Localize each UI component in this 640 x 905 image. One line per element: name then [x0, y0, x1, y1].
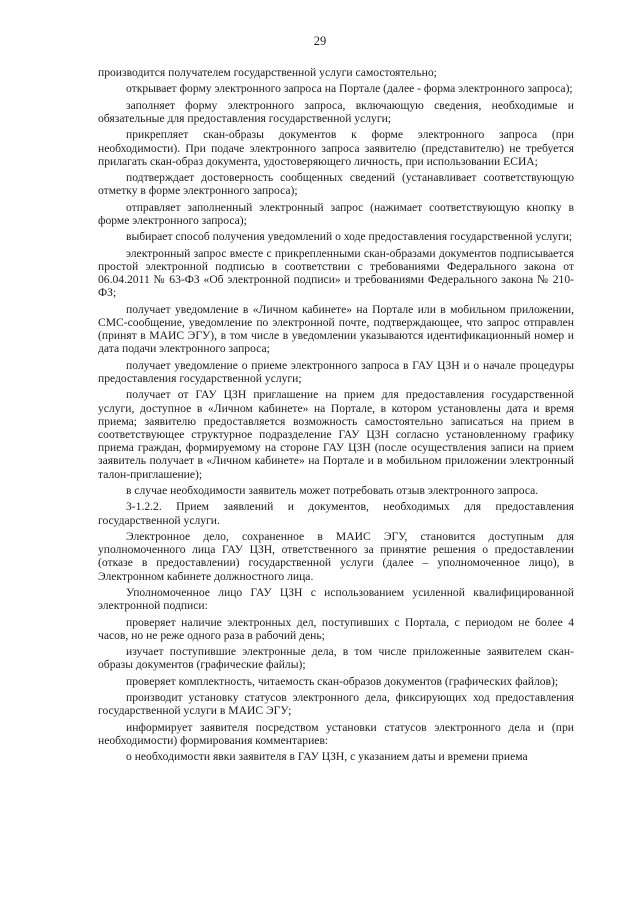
paragraph-4: прикрепляет скан-образы документов к форме электронного запроса (при необходимости). При подаче электронного запроса заявителю (представителю) не требуется прилагать скан-образ документа, удостоверяющего личность, при использовании ЕСИА; — [98, 128, 574, 168]
paragraph-18: проверяет комплектность, читаемость скан-образов документов (графических файлов); — [126, 674, 559, 688]
paragraph-15: Уполномоченное лицо ГАУ ЦЗН с использованием усиленной квалифицированной электронной подписи: — [98, 585, 574, 613]
paragraph-21: о необходимости явки заявителя в ГАУ ЦЗН, с указанием даты и времени приема — [126, 750, 528, 764]
section-heading-3-1-2-2: 3-1.2.2. Прием заявлений и документов, необходимых для предоставления государственной услуги. — [98, 500, 574, 527]
paragraph-7: выбирает способ получения уведомлений о ходе предоставления государственной услуги; — [126, 230, 573, 244]
paragraph-6: отправляет заполненный электронный запрос (нажимает соответствующую кнопку в форме электронного запроса); — [98, 200, 574, 227]
paragraph-1: производится получателем государственной услуги самостоятельно; — [98, 66, 437, 79]
paragraph-8: электронный запрос вместе с прикрепленными скан-образами документов подписывается простой электронной подписью в соответствии с требованиями Федерального закона от 06.04.2011 № 63-ФЗ «Об электронной подписи» и требованиями Федерального закона № 210-ФЗ; — [98, 246, 574, 300]
paragraph-2: открывает форму электронного запроса на Портале (далее - форма электронного запроса); — [126, 82, 573, 96]
page-number: 29 — [313, 34, 327, 48]
paragraph-3: заполняет форму электронного запроса, включающую сведения, необходимые и обязательные для предоставления государственной услуги; — [98, 98, 574, 125]
paragraph-19: производит установку статусов электронного дела, фиксирующих ход предоставления государственной услуги в МАИС ЭГУ; — [98, 691, 574, 718]
paragraph-5: подтверждает достоверность сообщенных сведений (устанавливает соответствующую отметку в форме электронного запроса); — [98, 171, 574, 198]
paragraph-10: получает уведомление о приеме электронного запроса в ГАУ ЦЗН и о начале процедуры предоставления государственной услуги; — [98, 358, 574, 385]
paragraph-14: Электронное дело, сохраненное в МАИС ЭГУ, становится доступным для уполномоченного лица ГАУ ЦЗН, ответственного за принятие решения о предоставлении (отказе в предоставлении) государственной услуги (далее – уполномоченное лицо), в Электронном кабинете должностного лица. — [98, 529, 574, 583]
paragraph-17: изучает поступившие электронные дела, в том числе приложенные заявителем скан-образы документов (графические файлы); — [98, 645, 574, 672]
paragraph-20: информирует заявителя посредством установки статусов электронного дела и (при необходимости) формирования комментариев: — [98, 720, 574, 747]
paragraph-11: получает от ГАУ ЦЗН приглашение на прием для предоставления государственной услуги, доступное в «Личном кабинете» на Портале, в котором установлены дата и время приема; заявителю предоставляется возможность самостоятельно записаться на прием в соответствующее структурное подразделение ГАУ ЦЗН согласно установленному графику приема граждан, формируемому на стороне ГАУ ЦЗН (после осуществления записи на прием заявитель получает в «Личном кабинете» на Портале и в мобильном приложении электронный талон-приглашение); — [98, 388, 574, 481]
paragraph-12: в случае необходимости заявитель может потребовать отзыв электронного запроса. — [126, 483, 539, 497]
paragraph-9: получает уведомление в «Личном кабинете» на Портале или в мобильном приложении, СМС-сообщение, уведомление по электронной почте, подтверждающее, что запрос отправлен (принят в МАИС ЭГУ), в том числе в уведомлении указываются идентификационный номер и дата подачи электронного запроса; — [98, 302, 574, 356]
paragraph-16: проверяет наличие электронных дел, поступивших с Портала, с периодом не более 4 часов, но не реже одного раза в рабочий день; — [98, 615, 574, 642]
document-body — [98, 66, 574, 767]
